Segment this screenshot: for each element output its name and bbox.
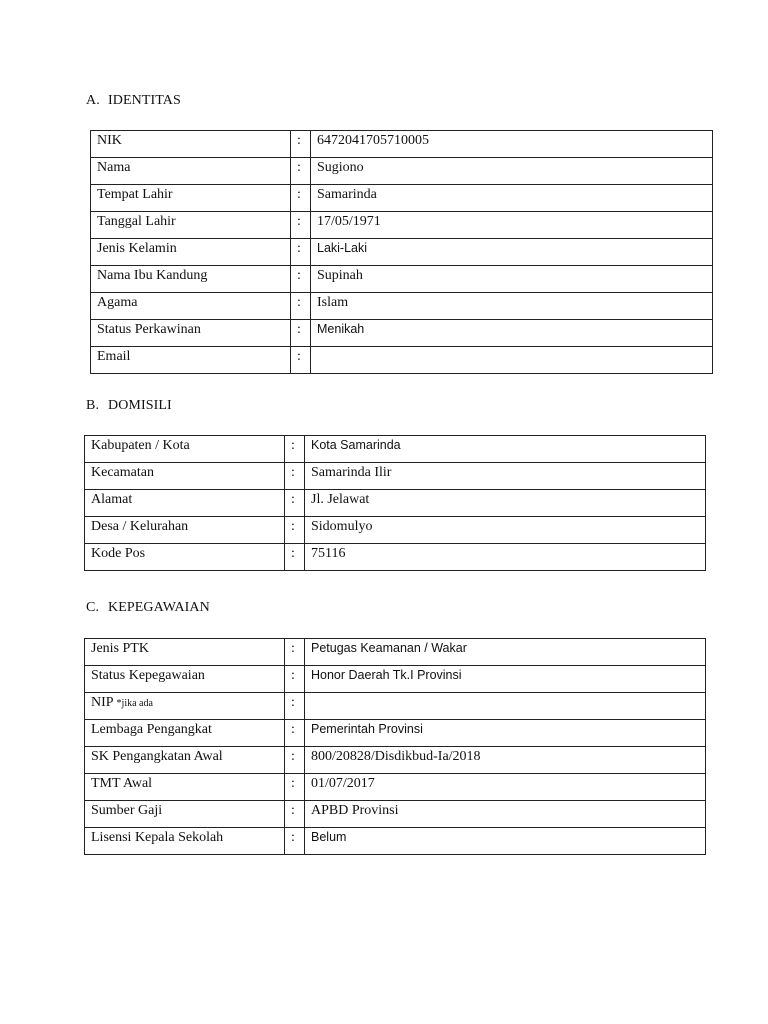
identitas-table xyxy=(90,130,713,374)
row-label: Jenis PTK xyxy=(85,639,285,666)
row-separator: : xyxy=(291,131,311,158)
table-row-agama xyxy=(91,293,713,320)
table-row-alamat xyxy=(85,490,706,517)
row-label: Desa / Kelurahan xyxy=(85,517,285,544)
row-value xyxy=(311,347,713,374)
table-row-nama xyxy=(91,158,713,185)
row-label-nip xyxy=(85,693,285,720)
row-separator: : xyxy=(285,436,305,463)
section-title-text: IDENTITAS xyxy=(108,93,181,108)
table-row-kecamatan xyxy=(85,463,706,490)
row-label: Nama xyxy=(91,158,291,185)
section-letter: C. xyxy=(86,600,100,615)
table-row-lisensi-kepala-sekolah xyxy=(85,828,706,855)
row-label: Kecamatan xyxy=(85,463,285,490)
domisili-table xyxy=(84,435,706,571)
row-separator: : xyxy=(291,185,311,212)
section-title-identitas xyxy=(86,93,181,109)
row-separator: : xyxy=(285,801,305,828)
row-separator: : xyxy=(285,490,305,517)
section-letter: A. xyxy=(86,93,100,108)
kepegawaian-table xyxy=(84,638,706,855)
row-separator: : xyxy=(291,212,311,239)
section-title-text: KEPEGAWAIAN xyxy=(108,600,210,615)
row-label: Kode Pos xyxy=(85,544,285,571)
row-value: Kota Samarinda xyxy=(305,436,706,463)
table-row-status-perkawinan xyxy=(91,320,713,347)
table-row-nik xyxy=(91,131,713,158)
table-row-nama-ibu-kandung xyxy=(91,266,713,293)
row-label: Status Perkawinan xyxy=(91,320,291,347)
row-separator: : xyxy=(291,347,311,374)
table-row-sumber-gaji xyxy=(85,801,706,828)
row-label: NIP xyxy=(91,695,114,710)
row-separator: : xyxy=(285,693,305,720)
section-title-domisili xyxy=(86,398,172,414)
row-separator: : xyxy=(291,266,311,293)
table-row-kode-pos xyxy=(85,544,706,571)
row-value: Islam xyxy=(311,293,713,320)
row-value: Supinah xyxy=(311,266,713,293)
row-label: Alamat xyxy=(85,490,285,517)
row-label: NIK xyxy=(91,131,291,158)
table-row-status-kepegawaian xyxy=(85,666,706,693)
row-value: Samarinda xyxy=(311,185,713,212)
row-value: Pemerintah Provinsi xyxy=(305,720,706,747)
row-label: Status Kepegawaian xyxy=(85,666,285,693)
table-row-desa-kelurahan xyxy=(85,517,706,544)
table-row-jenis-ptk xyxy=(85,639,706,666)
row-separator: : xyxy=(285,774,305,801)
row-label: Nama Ibu Kandung xyxy=(91,266,291,293)
table-row-lembaga-pengangkat xyxy=(85,720,706,747)
row-label: Tanggal Lahir xyxy=(91,212,291,239)
row-value: Jl. Jelawat xyxy=(305,490,706,517)
row-value: APBD Provinsi xyxy=(305,801,706,828)
row-value: Laki-Laki xyxy=(311,239,713,266)
row-label: Email xyxy=(91,347,291,374)
row-value: Belum xyxy=(305,828,706,855)
row-label-note: *jika ada xyxy=(116,698,153,709)
row-label: Jenis Kelamin xyxy=(91,239,291,266)
row-value: Samarinda Ilir xyxy=(305,463,706,490)
row-value: 01/07/2017 xyxy=(305,774,706,801)
section-title-kepegawaian xyxy=(86,600,210,616)
row-separator: : xyxy=(285,720,305,747)
row-value: 800/20828/Disdikbud-Ia/2018 xyxy=(305,747,706,774)
row-value: 6472041705710005 xyxy=(311,131,713,158)
row-separator: : xyxy=(291,239,311,266)
row-label: Lembaga Pengangkat xyxy=(85,720,285,747)
row-value: 17/05/1971 xyxy=(311,212,713,239)
row-separator: : xyxy=(285,544,305,571)
table-row-jenis-kelamin xyxy=(91,239,713,266)
row-label: SK Pengangkatan Awal xyxy=(85,747,285,774)
row-label: Agama xyxy=(91,293,291,320)
table-row-tanggal-lahir xyxy=(91,212,713,239)
row-separator: : xyxy=(291,158,311,185)
table-row-tempat-lahir xyxy=(91,185,713,212)
row-separator: : xyxy=(285,463,305,490)
row-value xyxy=(305,693,706,720)
row-value: Petugas Keamanan / Wakar xyxy=(305,639,706,666)
row-value: Sidomulyo xyxy=(305,517,706,544)
row-value: Menikah xyxy=(311,320,713,347)
table-row-kabupaten-kota xyxy=(85,436,706,463)
row-value: Honor Daerah Tk.I Provinsi xyxy=(305,666,706,693)
section-title-text: DOMISILI xyxy=(108,398,172,413)
table-row-tmt-awal xyxy=(85,774,706,801)
section-letter: B. xyxy=(86,398,100,413)
row-label: Sumber Gaji xyxy=(85,801,285,828)
row-separator: : xyxy=(291,320,311,347)
row-label: Kabupaten / Kota xyxy=(85,436,285,463)
table-row-nip xyxy=(85,693,706,720)
row-value: Sugiono xyxy=(311,158,713,185)
row-separator: : xyxy=(285,747,305,774)
row-separator: : xyxy=(285,666,305,693)
row-separator: : xyxy=(291,293,311,320)
row-value: 75116 xyxy=(305,544,706,571)
row-separator: : xyxy=(285,517,305,544)
row-label: TMT Awal xyxy=(85,774,285,801)
row-label: Lisensi Kepala Sekolah xyxy=(85,828,285,855)
row-separator: : xyxy=(285,639,305,666)
row-label: Tempat Lahir xyxy=(91,185,291,212)
row-separator: : xyxy=(285,828,305,855)
table-row-email xyxy=(91,347,713,374)
table-row-sk-pengangkatan-awal xyxy=(85,747,706,774)
